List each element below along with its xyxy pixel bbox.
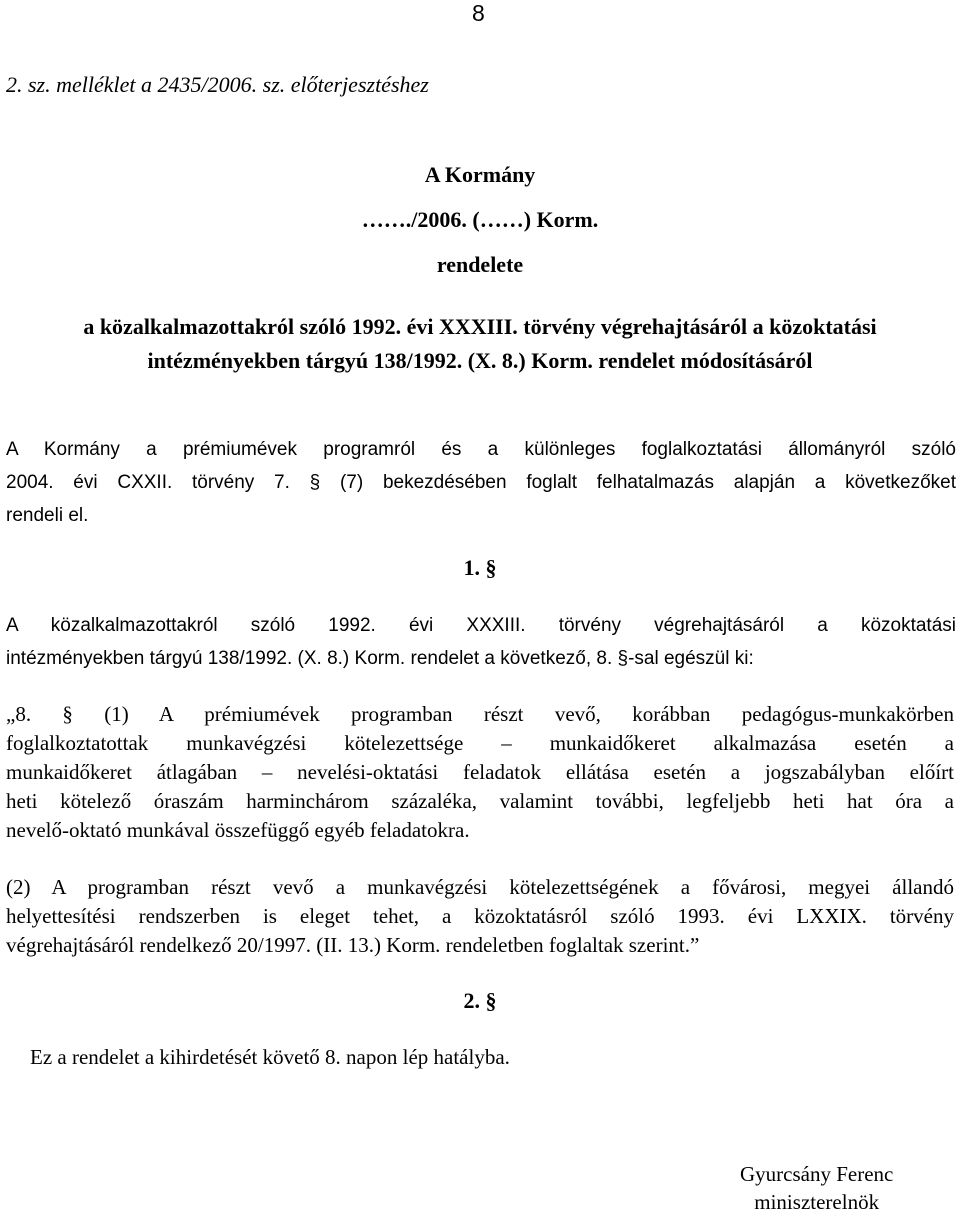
quoted-line: munkaidőkeret átlagában – nevelési-oktatási feladatok ellátása esetén a jogszabályban előírt bbox=[6, 760, 954, 784]
quoted-paragraph-2 bbox=[6, 873, 954, 960]
signature-block bbox=[740, 1160, 893, 1216]
preamble-line: rendeli el. bbox=[6, 505, 89, 526]
page-number: 8 bbox=[472, 0, 485, 26]
preamble-paragraph bbox=[6, 433, 956, 532]
preamble-line: 2004. évi CXXII. törvény 7. § (7) bekezdésében foglalt felhatalmazás alapján a következőket bbox=[6, 472, 956, 493]
document-title-number: ……./2006. (……) Korm. bbox=[361, 207, 599, 232]
quoted-line: foglalkoztatottak munkavégzési kötelezettsége – munkaidőkeret alkalmazása esetén a bbox=[6, 731, 954, 755]
amendment-line: intézményekben tárgyú 138/1992. (X. 8.) Korm. rendelet a következő, 8. §-sal egészül ki: bbox=[6, 648, 754, 669]
section-2-heading: 2. § bbox=[463, 988, 497, 1013]
signatory-role: miniszterelnök bbox=[754, 1190, 880, 1214]
amendment-line: A közalkalmazottakról szóló 1992. évi XXXIII. törvény végrehajtásáról a közoktatási bbox=[6, 615, 956, 636]
amendment-paragraph bbox=[6, 609, 956, 675]
section-1-heading: 1. § bbox=[463, 555, 497, 580]
quoted-line: nevelő-oktató munkával összefüggő egyéb feladatokra. bbox=[6, 818, 470, 842]
document-title-type: rendelete bbox=[436, 252, 524, 277]
attachment-note: 2. sz. melléklet a 2435/2006. sz. előterjesztéshez bbox=[6, 72, 429, 97]
quoted-line: helyettesítési rendszerben is eleget tehet, a közoktatásról szóló 1993. évi LXXIX. törvény bbox=[6, 904, 954, 928]
signatory-name: Gyurcsány Ferenc bbox=[740, 1162, 894, 1186]
document-title-subject-line1: a közalkalmazottakról szóló 1992. évi XXXIII. törvény végrehajtásáról a közoktatási bbox=[83, 314, 877, 339]
quoted-line: (2) A programban részt vevő a munkavégzési kötelezettségének a fővárosi, megyei állandó bbox=[6, 875, 954, 899]
preamble-line: A Kormány a prémiumévek programról és a különleges foglalkoztatási állományról szóló bbox=[6, 439, 956, 460]
document-title-subject-line2: intézményekben tárgyú 138/1992. (X. 8.) Korm. rendelet módosításáról bbox=[147, 348, 813, 373]
quoted-paragraph-1 bbox=[6, 700, 954, 845]
document-title-issuer: A Kormány bbox=[424, 162, 536, 187]
quoted-line: „8. § (1) A prémiumévek programban részt vevő, korábban pedagógus-munkakörben bbox=[6, 702, 954, 726]
section-2-text: Ez a rendelet a kihirdetését követő 8. napon lép hatályba. bbox=[30, 1045, 510, 1069]
quoted-line: végrehajtásáról rendelkező 20/1997. (II. 13.) Korm. rendeletben foglaltak szerint.” bbox=[6, 933, 700, 957]
quoted-line: heti kötelező óraszám harminchárom százaléka, valamint további, legfeljebb heti hat óra a bbox=[6, 789, 954, 813]
